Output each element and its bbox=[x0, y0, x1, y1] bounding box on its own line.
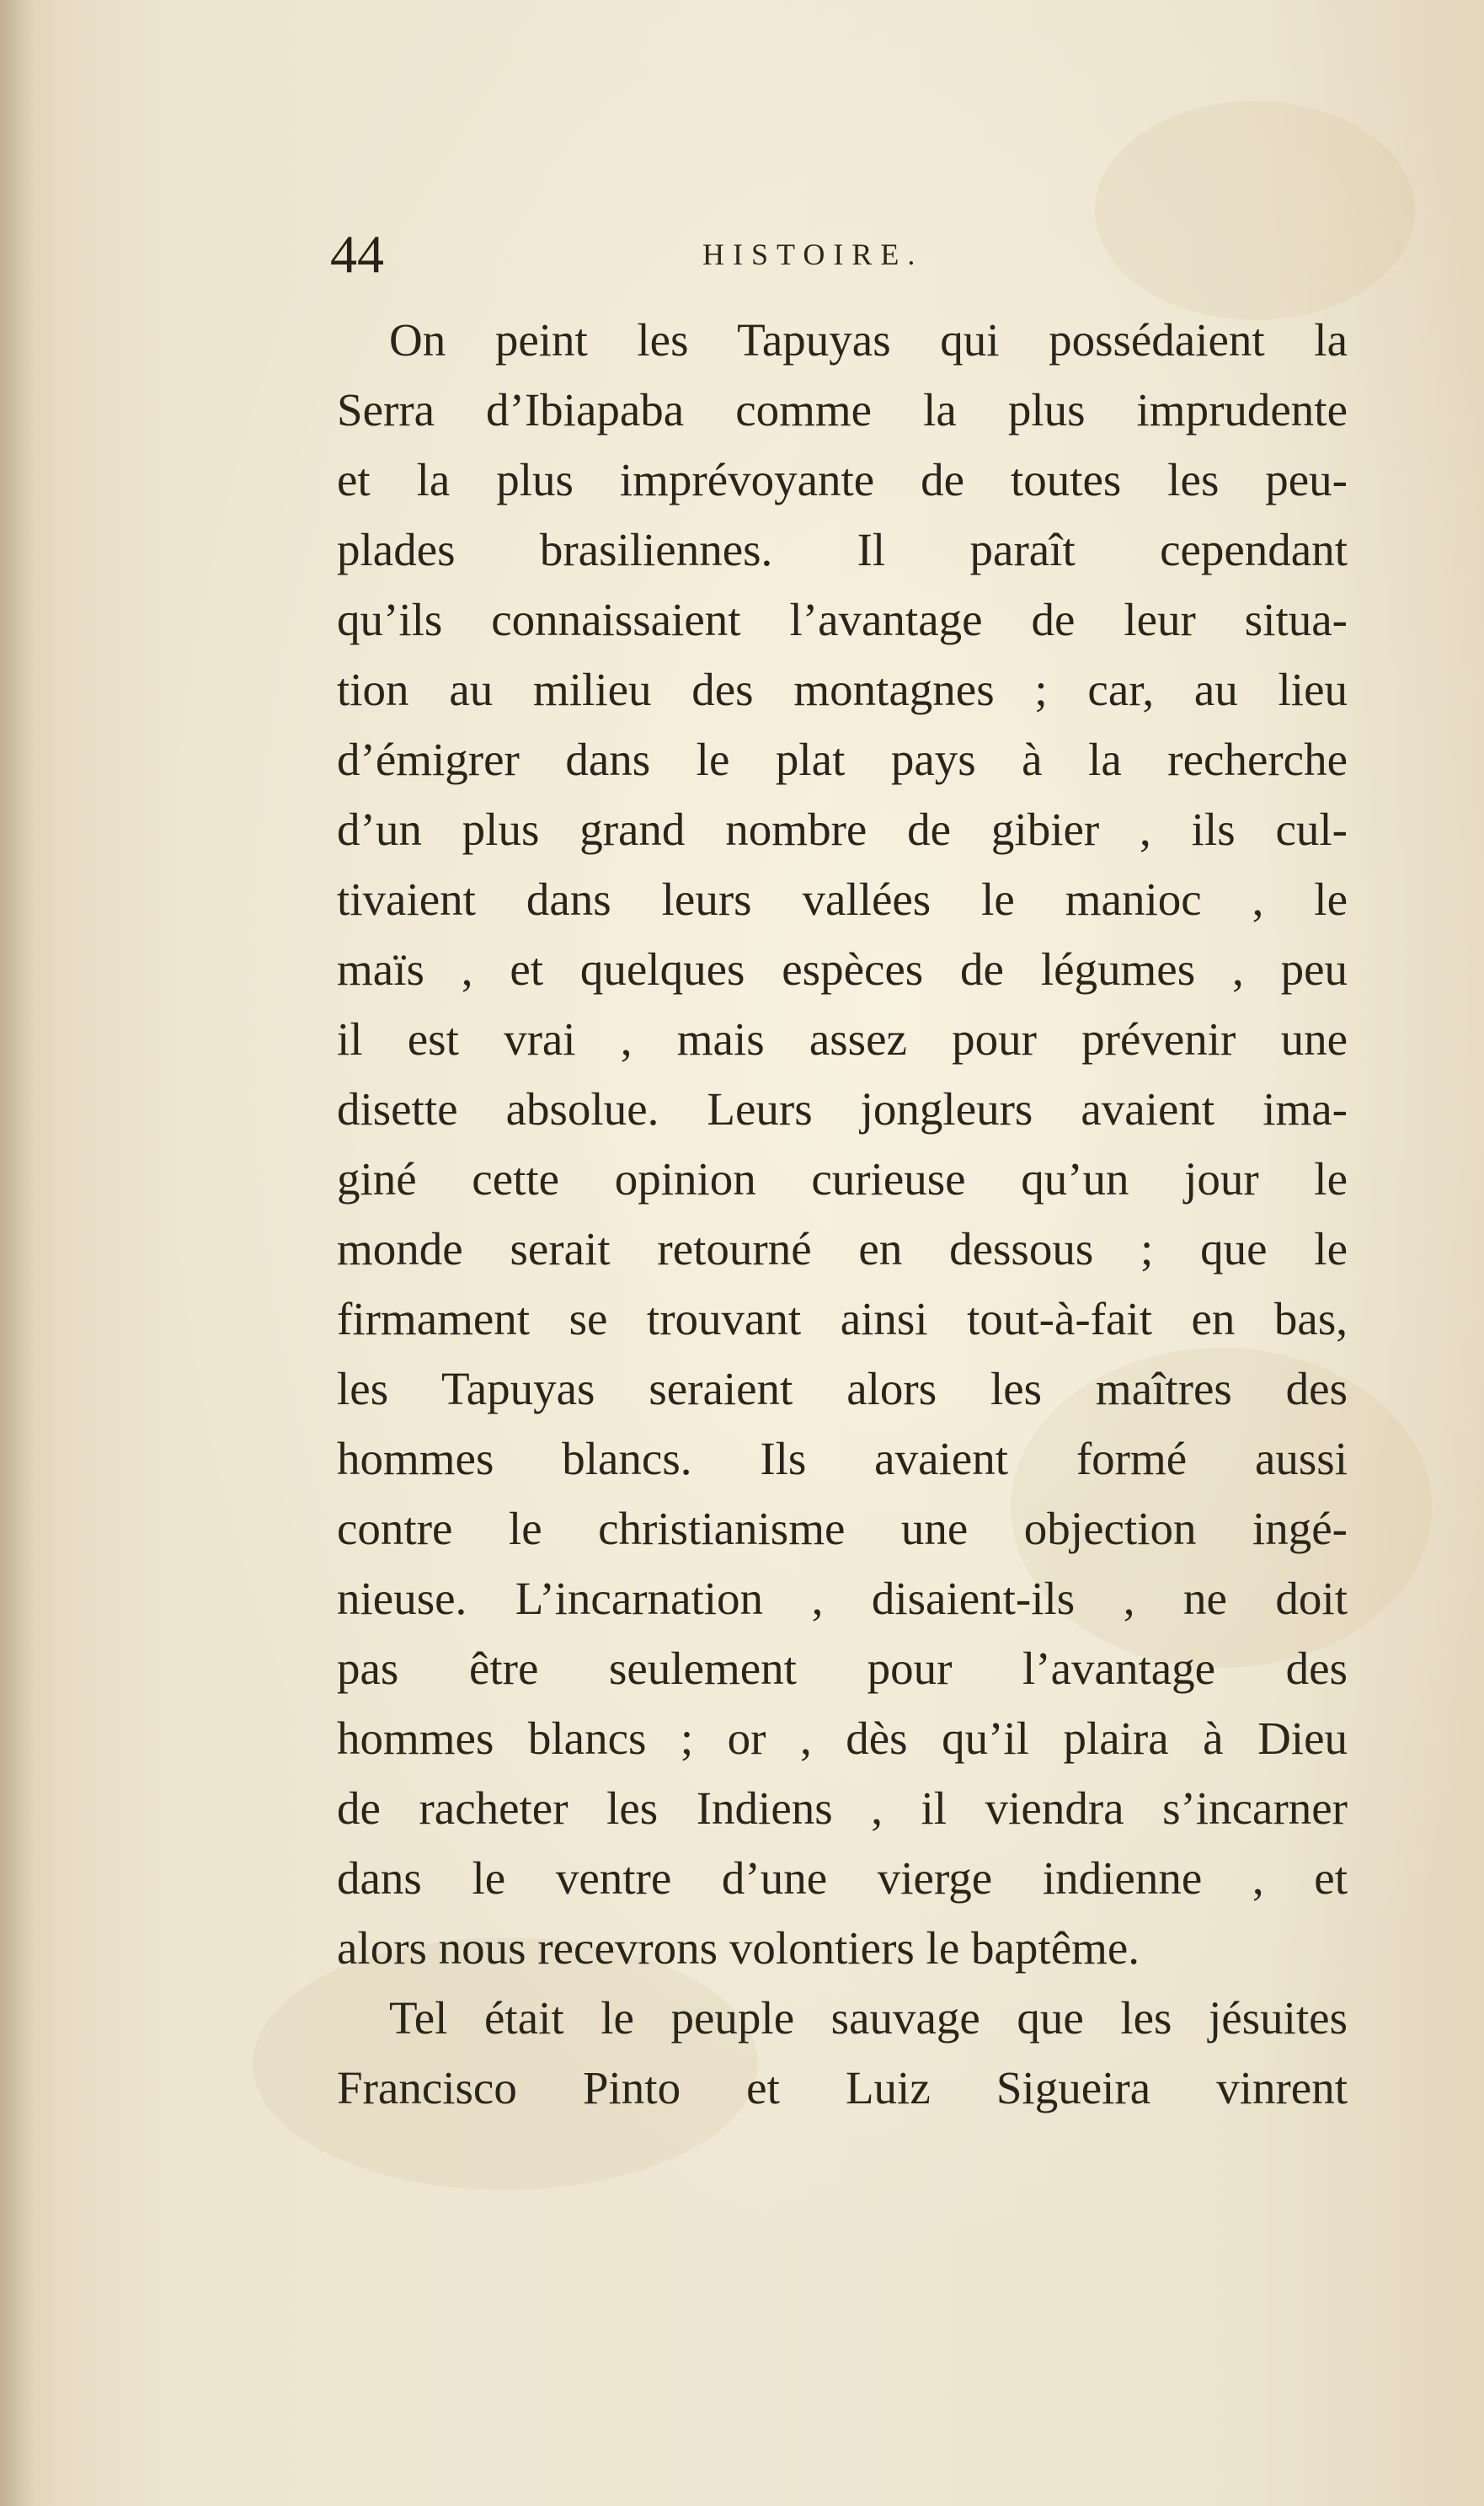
text-line: firmament se trouvant ainsi tout-à-fait en bas, bbox=[337, 1293, 1348, 1344]
text-line: alors nous recevrons volontiers le baptême. bbox=[337, 1922, 1140, 1974]
text-line: contre le christianisme une objection ingé- bbox=[337, 1503, 1348, 1554]
text-line: d’un plus grand nombre de gibier , ils cul- bbox=[337, 804, 1348, 855]
body-text bbox=[337, 305, 1348, 2123]
text-line: dans le ventre d’une vierge indienne , et bbox=[337, 1852, 1348, 1904]
text-line: tivaient dans leurs vallées le manioc , le bbox=[337, 874, 1348, 925]
text-line: les Tapuyas seraient alors les maîtres des bbox=[337, 1363, 1348, 1414]
text-line: giné cette opinion curieuse qu’un jour le bbox=[337, 1153, 1348, 1205]
text-line: hommes blancs. Ils avaient formé aussi bbox=[337, 1433, 1348, 1484]
text-line: de racheter les Indiens , il viendra s’incarner bbox=[337, 1782, 1348, 1834]
text-line: et la plus imprévoyante de toutes les peu- bbox=[337, 454, 1348, 505]
text-line: nieuse. L’incarnation , disaient-ils , ne doit bbox=[337, 1573, 1348, 1624]
text-line: Tel était le peuple sauvage que les jésuites bbox=[389, 1992, 1348, 2044]
text-line: Francisco Pinto et Luiz Sigueira vinrent bbox=[337, 2062, 1348, 2113]
running-head: HISTOIRE. bbox=[702, 238, 924, 271]
text-line: Serra d’Ibiapaba comme la plus imprudente bbox=[337, 384, 1348, 435]
page-number: 44 bbox=[330, 224, 384, 284]
page-header bbox=[330, 221, 1341, 288]
page-gutter-shadow bbox=[0, 0, 34, 2506]
text-line: plades brasiliennes. Il paraît cependant bbox=[337, 524, 1348, 575]
text-line: d’émigrer dans le plat pays à la recherche bbox=[337, 734, 1348, 785]
text-line: tion au milieu des montagnes ; car, au lieu bbox=[337, 664, 1348, 715]
text-line: On peint les Tapuyas qui possédaient la bbox=[389, 314, 1348, 366]
text-line: disette absolue. Leurs jongleurs avaient ima- bbox=[337, 1083, 1348, 1135]
text-line: il est vrai , mais assez pour prévenir une bbox=[337, 1013, 1348, 1065]
text-line: qu’ils connaissaient l’avantage de leur situa- bbox=[337, 594, 1348, 645]
text-line: monde serait retourné en dessous ; que le bbox=[337, 1223, 1348, 1274]
text-line: maïs , et quelques espèces de légumes , peu bbox=[337, 943, 1348, 995]
text-line: pas être seulement pour l’avantage des bbox=[337, 1643, 1348, 1694]
text-line: hommes blancs ; or , dès qu’il plaira à Dieu bbox=[337, 1713, 1348, 1764]
